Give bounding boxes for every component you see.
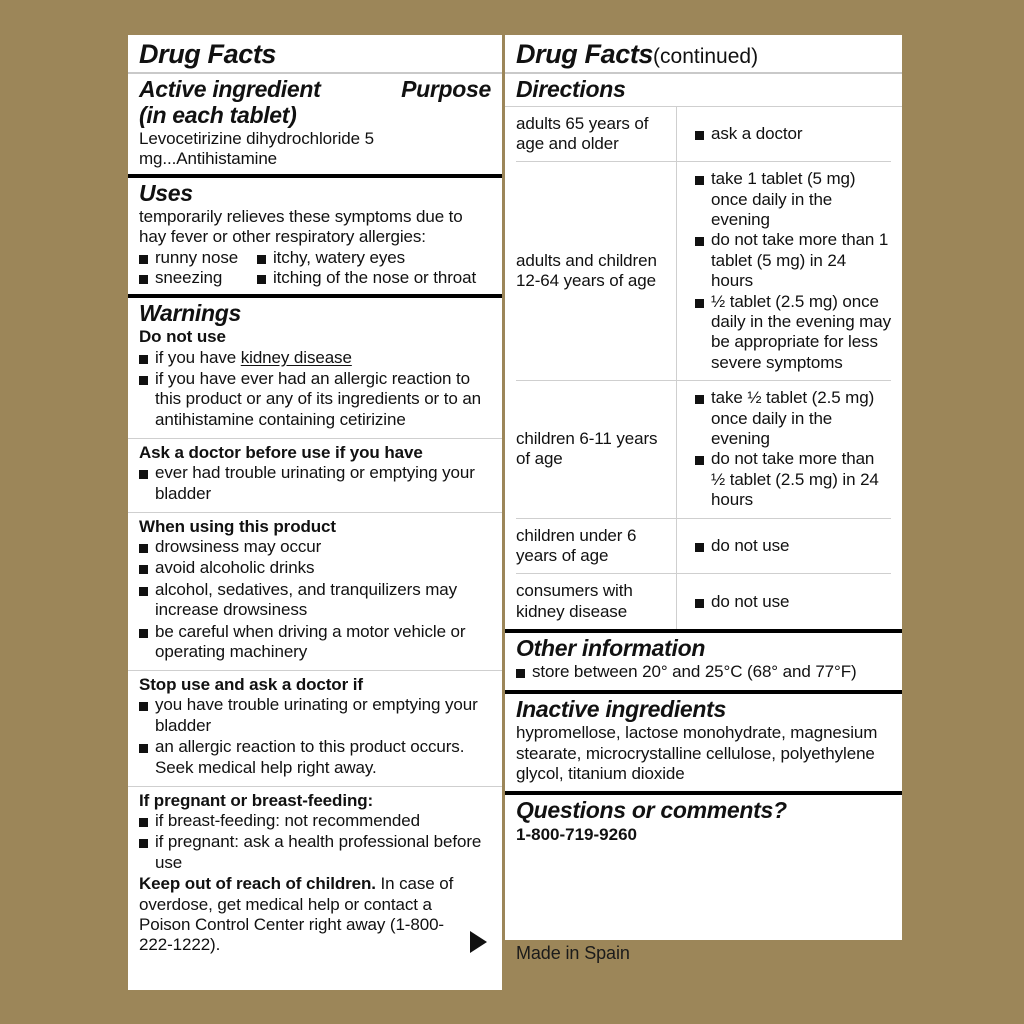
warnings-subdivider-2 — [128, 512, 502, 513]
dose-bullet: take 1 tablet (5 mg) once daily in the evening — [695, 169, 891, 230]
continuation-arrow-icon — [470, 931, 487, 953]
made-in-text: Made in Spain — [516, 943, 630, 963]
warning-bullet: if you have ever had an allergic reaction to this product or any of its ingredients or to an antihistamine containing cetirizine — [139, 369, 491, 430]
directions-dose-cell — [677, 381, 892, 518]
section-divider-uses — [128, 174, 502, 178]
stop-use-heading: Stop use and ask a doctor if — [139, 675, 363, 695]
warnings-section — [128, 301, 502, 438]
ask-doctor-section — [128, 443, 502, 512]
stop-use-section — [128, 675, 502, 786]
section-divider-inactive — [505, 690, 902, 694]
table-row — [516, 381, 891, 518]
section-divider-other-info — [505, 629, 902, 633]
dose-bullet: ½ tablet (2.5 mg) once daily in the evening may be appropriate for less severe symptoms — [695, 292, 891, 374]
when-using-heading: When using this product — [139, 516, 336, 536]
uses-bullet: runny nose — [139, 248, 257, 269]
drug-facts-title: Drug Facts — [139, 39, 277, 69]
title-divider-right — [505, 72, 902, 74]
do-not-use-heading: Do not use — [139, 327, 226, 347]
dose-bullet: do not use — [695, 592, 891, 612]
drug-facts-title-text: Drug Facts — [516, 39, 654, 69]
directions-age-cell: children under 6 years of age — [516, 518, 677, 574]
directions-age-cell: children 6-11 years of age — [516, 381, 677, 518]
directions-age-cell: consumers with kidney disease — [516, 574, 677, 629]
warnings-subdivider-3 — [128, 670, 502, 671]
section-divider-warnings — [128, 294, 502, 298]
warning-bullet: avoid alcoholic drinks — [139, 558, 491, 578]
keep-out-body: In case of overdose, get medical help or contact a Poison Control Center right away (1-800-222-1222). — [139, 874, 454, 955]
questions-section — [505, 798, 902, 844]
uses-heading: Uses — [139, 179, 193, 206]
table-row — [516, 518, 891, 574]
purpose-heading: Purpose — [401, 76, 491, 103]
dose-bullet: do not use — [695, 536, 891, 556]
warning-bullet: if breast-feeding: not recommended — [139, 811, 491, 831]
ask-doctor-heading: Ask a doctor before use if you have — [139, 443, 423, 463]
other-information-section — [505, 636, 902, 690]
directions-dose-cell — [677, 574, 892, 629]
pregnancy-heading: If pregnant or breast-feeding: — [139, 790, 374, 810]
uses-section — [128, 181, 502, 295]
inactive-ingredients-heading: Inactive ingredients — [516, 695, 727, 722]
drug-facts-panel-left — [128, 35, 502, 990]
when-using-list — [139, 537, 491, 662]
drug-facts-panel-right — [505, 35, 902, 940]
table-row — [516, 107, 891, 162]
stop-use-list — [139, 695, 491, 778]
warning-bullet: be careful when driving a motor vehicle or operating machinery — [139, 622, 491, 663]
active-ingredient-section — [128, 74, 502, 169]
table-row — [516, 574, 891, 629]
uses-intro: temporarily relieves these symptoms due to hay fever or other respiratory allergies: — [139, 206, 463, 247]
uses-bullet-grid — [139, 248, 491, 289]
when-using-section — [128, 517, 502, 670]
do-not-use-list — [139, 348, 491, 431]
directions-dose-cell — [677, 162, 892, 381]
inactive-ingredients-text: hypromellose, lactose monohydrate, magnesium stearate, microcrystalline cellulose, polyethylene glycol, titanium dioxide — [516, 723, 878, 783]
directions-heading: Directions — [516, 76, 626, 103]
uses-bullet: sneezing — [139, 268, 257, 289]
warning-bullet: alcohol, sedatives, and tranquilizers may increase drowsiness — [139, 580, 491, 621]
directions-section — [505, 77, 902, 102]
dose-bullet: take ½ tablet (2.5 mg) once daily in the evening — [695, 388, 891, 449]
dose-bullet: ask a doctor — [695, 124, 891, 144]
warning-bullet: an allergic reaction to this product occurs. Seek medical help right away. — [139, 737, 491, 778]
warning-bullet: ever had trouble urinating or emptying your bladder — [139, 463, 491, 504]
section-divider-questions — [505, 791, 902, 795]
other-information-list — [516, 662, 891, 682]
warnings-subdivider-4 — [128, 786, 502, 787]
directions-dose-cell — [677, 107, 892, 162]
keep-out-of-reach-text — [139, 874, 462, 956]
warning-bullet: you have trouble urinating or emptying your bladder — [139, 695, 491, 736]
directions-age-cell: adults 65 years of age and older — [516, 107, 677, 162]
keep-out-lead: Keep out of reach of children. — [139, 874, 376, 894]
warning-bullet: if pregnant: ask a health professional before use — [139, 832, 491, 873]
dose-bullet: do not take more than ½ tablet (2.5 mg) in 24 hours — [695, 449, 891, 510]
active-ingredient-heading: Active ingredient (in each tablet) — [139, 76, 321, 128]
drug-facts-title-continued — [516, 39, 891, 69]
kidney-disease-emphasis: kidney disease — [240, 347, 352, 367]
directions-table-wrap — [505, 107, 902, 630]
warning-bullet: if you have kidney disease — [139, 348, 491, 368]
other-info-bullet: store between 20° and 25°C (68° and 77°F) — [516, 662, 891, 682]
ask-doctor-list — [139, 463, 491, 504]
inactive-ingredients-section — [505, 697, 902, 791]
directions-dose-cell — [677, 518, 892, 574]
directions-age-cell: adults and children 12-64 years of age — [516, 162, 677, 381]
warning-bullet: drowsiness may occur — [139, 537, 491, 557]
continued-label: (continued) — [653, 45, 759, 68]
warnings-heading: Warnings — [139, 300, 241, 327]
pregnancy-list — [139, 811, 491, 873]
dose-bullet: do not take more than 1 tablet (5 mg) in 24 hours — [695, 230, 891, 291]
directions-table — [516, 107, 891, 630]
uses-bullet: itchy, watery eyes — [257, 248, 491, 269]
questions-heading: Questions or comments? — [516, 797, 787, 824]
table-row — [516, 162, 891, 381]
pregnancy-section — [128, 791, 502, 956]
other-information-heading: Other information — [516, 635, 706, 662]
active-ingredient-text: Levocetirizine dihydrochloride 5 mg...Antihistamine — [139, 128, 374, 169]
warnings-subdivider-1 — [128, 438, 502, 439]
uses-bullet: itching of the nose or throat — [257, 268, 491, 289]
questions-phone: 1-800-719-9260 — [516, 824, 637, 844]
